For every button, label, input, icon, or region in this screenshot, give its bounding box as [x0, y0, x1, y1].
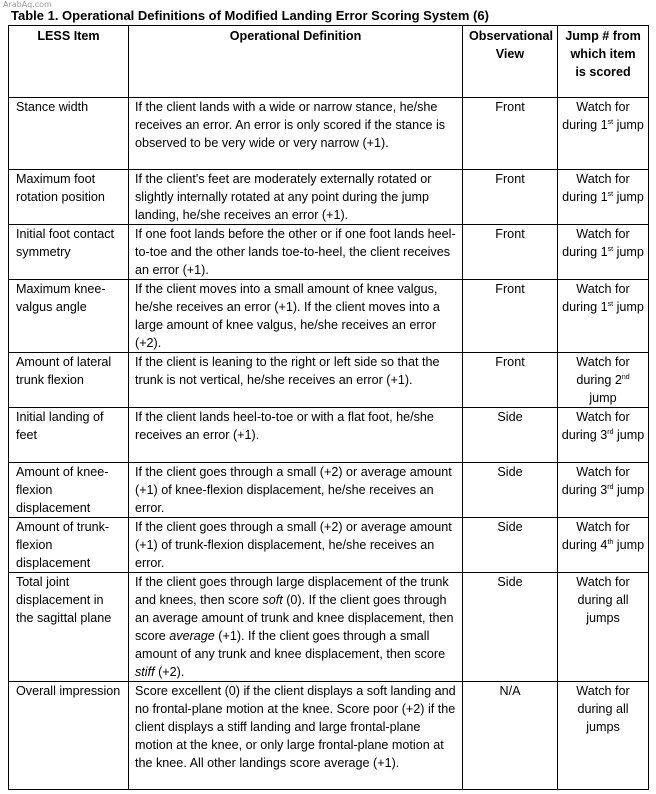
- jump-ordinal: st: [607, 300, 614, 308]
- definition-cell: If the client lands with a wide or narrow stance, he/she receives an error. An error is only scored if the stance is observed to be very wide or very narrow (+1).: [129, 98, 463, 170]
- jump-text: Watch for during 1: [562, 282, 630, 314]
- jump-ordinal: st: [607, 118, 614, 126]
- jump-cell: [558, 463, 649, 518]
- score-soft-term: soft: [262, 593, 283, 607]
- jump-ordinal: nd: [621, 373, 630, 381]
- jump-suffix: jump: [613, 118, 644, 132]
- definition-cell: Score excellent (0) if the client displays a soft landing and no frontal-plane motion at the knee. Score poor (+2) if the client displays a stiff landing and large frontal-plane motion at the knee, or only large frontal-plane motion at the knee. All other landings score average (+1).: [129, 682, 463, 790]
- view-cell: Side: [463, 463, 558, 518]
- less-item-cell: Amount of trunk-flexion displacement: [9, 518, 129, 573]
- header-row: [9, 26, 649, 98]
- view-cell: Side: [463, 518, 558, 573]
- view-cell: Side: [463, 573, 558, 682]
- jump-cell: [558, 170, 649, 225]
- less-item-cell: Maximum foot rotation position: [9, 170, 129, 225]
- table-row: [9, 463, 649, 518]
- view-cell: Side: [463, 408, 558, 463]
- jump-text: Watch for during 1: [562, 172, 630, 204]
- definition-cell: If one foot lands before the other or if one foot lands heel-to-toe and the other lands toe-to-heel, the client receives an error (+1).: [129, 225, 463, 280]
- less-item-cell: Initial foot contact symmetry: [9, 225, 129, 280]
- jump-ordinal: rd: [607, 428, 614, 436]
- definition-cell: If the client moves into a small amount of knee valgus, he/she receives an error (+1). If the client moves into a large amount of knee valgus, he/she receives an error (+2).: [129, 280, 463, 353]
- definition-text: (+2).: [154, 665, 185, 679]
- less-item-cell: Amount of knee-flexion displacement: [9, 463, 129, 518]
- table-row: [9, 408, 649, 463]
- definition-cell: If the client's feet are moderately externally rotated or slightly internally rotated at any point during the jump landing, he/she receives an error (+1).: [129, 170, 463, 225]
- jump-text: Watch for during 4: [561, 520, 630, 552]
- jump-cell: [558, 353, 649, 408]
- jump-text: Watch for during 2: [576, 355, 630, 387]
- jump-text: Watch for during 1: [562, 100, 630, 132]
- definition-cell: If the client lands heel-to-toe or with a flat foot, he/she receives an error (+1).: [129, 408, 463, 463]
- view-cell: Front: [463, 98, 558, 170]
- header-operational-definition: Operational Definition: [129, 26, 463, 98]
- jump-cell: [558, 573, 649, 682]
- jump-suffix: jump: [613, 483, 645, 497]
- table-row: [9, 353, 649, 408]
- jump-suffix: jump: [589, 391, 617, 405]
- jump-ordinal: rd: [607, 483, 614, 491]
- jump-ordinal: st: [607, 190, 614, 198]
- definition-text: If the client goes through large displacement of the trunk and knees, then score: [135, 575, 449, 607]
- definition-cell: If the client is leaning to the right or left side so that the trunk is not vertical, he/she receives an error (+1).: [129, 353, 463, 408]
- jump-suffix: jump: [613, 190, 644, 204]
- less-item-cell: Initial landing of feet: [9, 408, 129, 463]
- less-item-cell: Stance width: [9, 98, 129, 170]
- jump-text: Watch for during all jumps: [576, 684, 630, 734]
- jump-cell: [558, 682, 649, 790]
- table-row: [9, 573, 649, 682]
- less-item-cell: Amount of lateral trunk flexion: [9, 353, 129, 408]
- jump-cell: [558, 408, 649, 463]
- jump-cell: [558, 225, 649, 280]
- less-item-cell: Overall impression: [9, 682, 129, 790]
- jump-cell: [558, 518, 649, 573]
- definition-text: (0). If the client goes through an average amount of trunk and knee displacement, then score: [135, 593, 454, 643]
- view-cell: Front: [463, 225, 558, 280]
- jump-text: Watch for during 3: [561, 410, 630, 442]
- jump-text: Watch for during 3: [561, 465, 630, 497]
- table-row: [9, 225, 649, 280]
- table-row: [9, 682, 649, 790]
- view-cell: Front: [463, 280, 558, 353]
- definition-cell: [129, 573, 463, 682]
- jump-suffix: jump: [613, 245, 644, 259]
- jump-ordinal: th: [607, 538, 614, 546]
- table-row: [9, 280, 649, 353]
- jump-ordinal: st: [607, 245, 614, 253]
- header-jump-number: Jump # from which item is scored: [558, 26, 649, 98]
- jump-suffix: jump: [613, 538, 645, 552]
- jump-suffix: jump: [613, 300, 644, 314]
- watermark-text: ArabAq.com: [3, 0, 52, 9]
- score-average-term: average: [169, 629, 215, 643]
- table-row: [9, 98, 649, 170]
- jump-suffix: jump: [613, 428, 645, 442]
- header-less-item: LESS Item: [9, 26, 129, 98]
- jump-cell: [558, 280, 649, 353]
- table-row: [9, 170, 649, 225]
- score-stiff-term: stiff: [135, 665, 155, 679]
- header-observational-view: Observational View: [463, 26, 558, 98]
- definition-cell: If the client goes through a small (+2) or average amount (+1) of knee-flexion displacement, he/she receives an error.: [129, 463, 463, 518]
- definition-text: (+1). If the client goes through a small amount of any trunk and knee displacement, then score: [135, 629, 446, 661]
- jump-text: Watch for during 1: [562, 227, 630, 259]
- view-cell: Front: [463, 170, 558, 225]
- jump-cell: [558, 98, 649, 170]
- definition-cell: If the client goes through a small (+2) or average amount (+1) of trunk-flexion displacement, he/she receives an error.: [129, 518, 463, 573]
- less-definitions-table: [8, 25, 649, 790]
- table-row: [9, 518, 649, 573]
- less-item-cell: Maximum knee-valgus angle: [9, 280, 129, 353]
- table-title: Table 1. Operational Definitions of Modified Landing Error Scoring System (6): [11, 8, 489, 23]
- less-item-cell: Total joint displacement in the sagittal plane: [9, 573, 129, 682]
- view-cell: N/A: [463, 682, 558, 790]
- view-cell: Front: [463, 353, 558, 408]
- jump-text: Watch for during all jumps: [576, 575, 630, 625]
